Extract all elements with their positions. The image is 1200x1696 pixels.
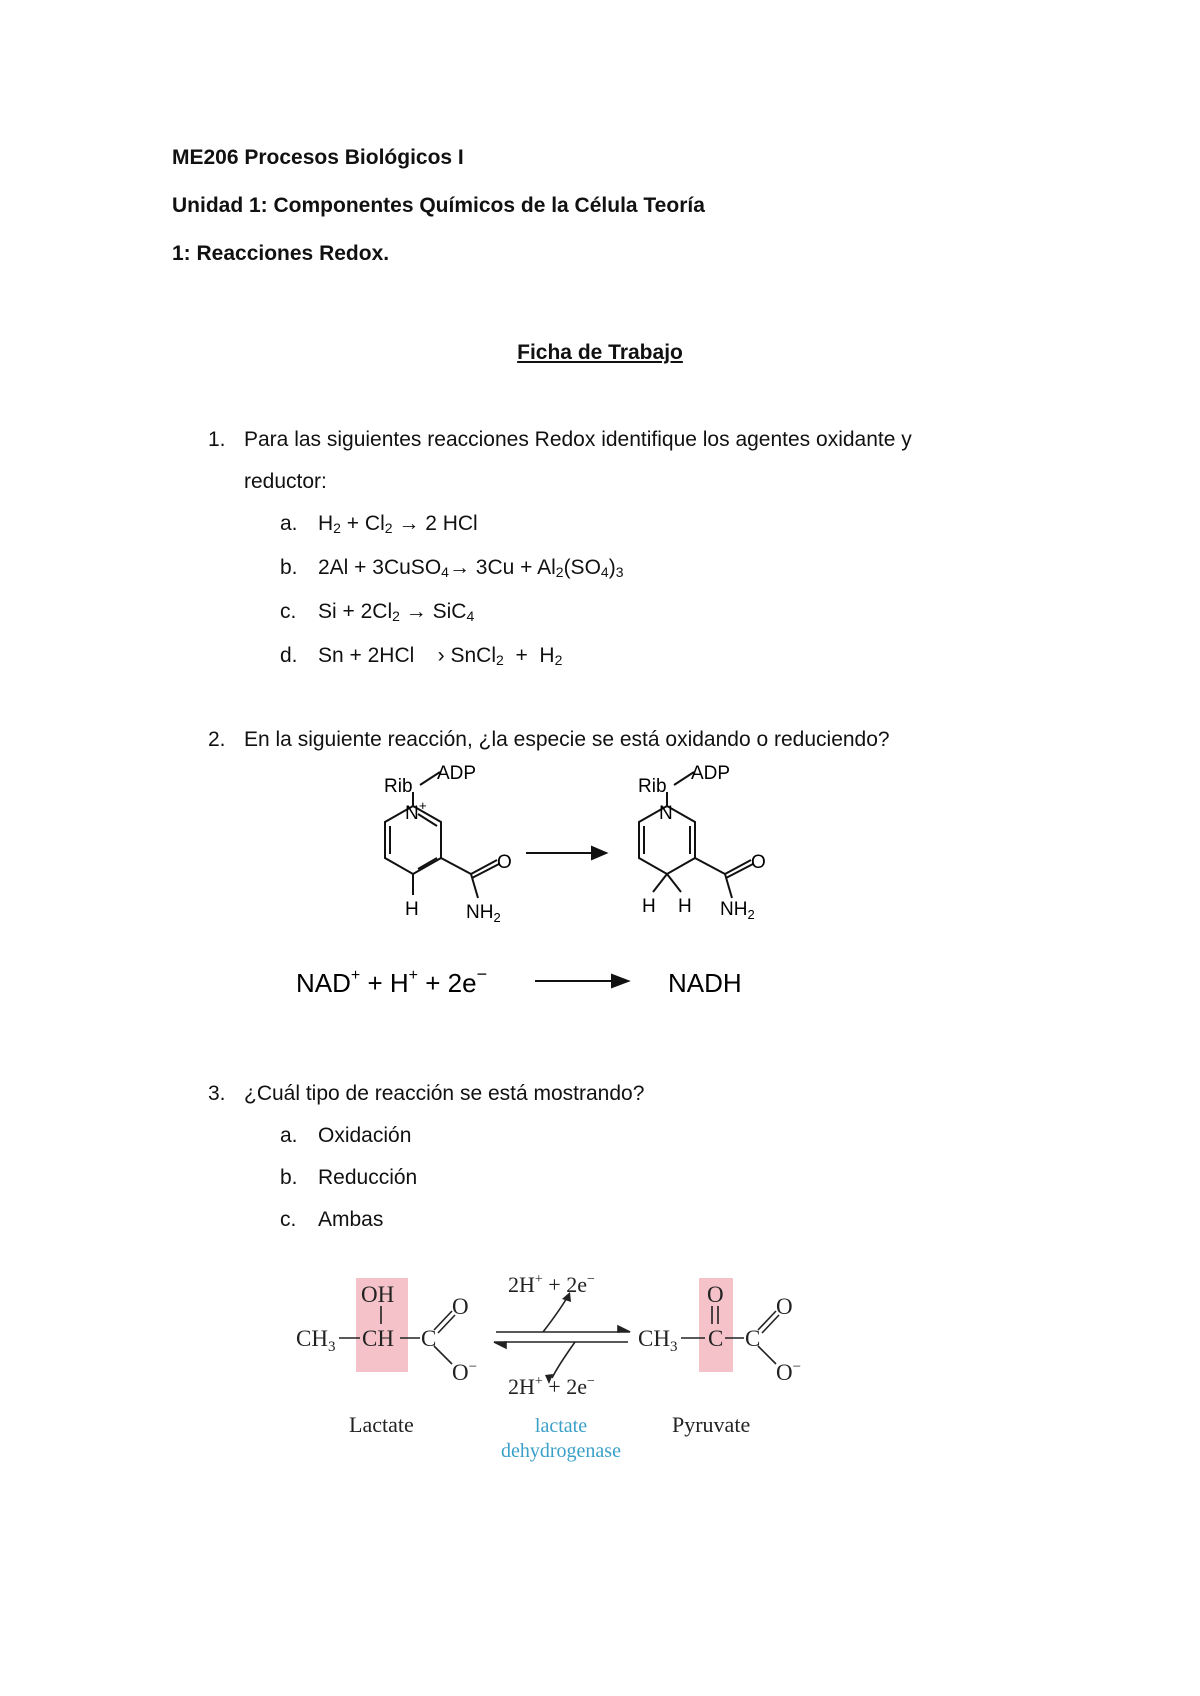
unit-line: Unidad 1: Componentes Químicos de la Célula Teoría [172,194,705,217]
left-o-label: O [497,852,512,873]
question-2-text: En la siguiente reacción, ¿la especie se está oxidando o reduciendo? [244,728,890,751]
question-1-text-line2: reductor: [244,470,327,493]
pyruvate-keto-o: O [707,1282,724,1307]
enzyme-label-line2: dehydrogenase [501,1440,621,1462]
q1-option-a-letter: a. [280,512,298,535]
lactate-ch: CH [362,1326,394,1351]
pyruvate-carboxyl-c: C [745,1326,761,1351]
enzyme-label-line1: lactate [534,1415,588,1437]
topic-line: 1: Reacciones Redox. [172,242,390,265]
right-o-label: O [751,852,766,873]
right-adp-label: ADP [691,763,731,784]
lactate-o-minus: O− [452,1359,478,1385]
q1-option-d-equation: Sn + 2HCl › SnCl$_2$ + $H_2$ [318,644,563,668]
top-arrow-label: 2H+ + 2e− [508,1272,595,1297]
left-rib-label: Rib [384,776,413,797]
question-3-text: ¿Cuál tipo de reacción se está mostrando? [244,1082,645,1105]
lactate-oh: OH [361,1282,395,1307]
bottom-arrow-label: 2H+ + 2e− [508,1374,595,1399]
question-2-number: 2. [208,728,226,751]
pyruvate-c: C [708,1326,724,1351]
lactate-o: O [452,1294,469,1319]
q1-option-c-equation: $Si + 2Cl_2 \to SiC_4$ [318,600,475,624]
pyruvate-label: Pyruvate [672,1412,751,1437]
worksheet-title: Ficha de Trabajo [517,341,683,364]
left-adp-label: ADP [437,763,477,784]
nad-equation-lhs: NAD+ + H+ + 2e− [296,964,488,998]
left-n-label: N [405,803,419,824]
pyruvate-o-minus: O− [776,1359,802,1385]
lactate-ch3: $CH_3$ [296,1326,336,1355]
right-nh-label: $NH_2$ [720,899,755,922]
left-nh-label: $NH_2$ [466,902,501,925]
q1-option-b-letter: b. [280,556,298,579]
q1-option-b-equation: 2Al + 3CuSO$_4$→ $3Cu + Al_2(SO_4)_3$ [318,556,624,580]
lactate-c: C [421,1326,437,1351]
q1-option-d-letter: d. [280,644,298,667]
question-1-number: 1. [208,428,226,451]
course-title: ME206 Procesos Biológicos I [172,146,464,169]
nad-equation-rhs: NADH [668,968,742,998]
question-1-text-line1: Para las siguientes reacciones Redox identifique los agentes oxidante y [244,428,912,451]
pyruvate-o: O [776,1294,793,1319]
right-n-label: N [659,803,673,824]
q3-option-b-letter: b. [280,1166,298,1189]
right-rib-label: Rib [638,776,667,797]
q3-option-a-text: Oxidación [318,1124,412,1147]
left-n-charge: + [419,798,427,813]
q1-option-c-letter: c. [280,600,297,623]
right-h2-label: H [678,896,692,917]
q3-option-c-letter: c. [280,1208,297,1231]
q3-option-a-letter: a. [280,1124,298,1147]
question-3-number: 3. [208,1082,226,1105]
q3-option-c-text: Ambas [318,1208,384,1231]
pyruvate-ch3: $CH_3$ [638,1326,678,1355]
right-h1-label: H [642,896,656,917]
left-h-label: H [405,899,419,920]
lactate-label: Lactate [349,1412,414,1437]
q1-option-a-equation: $H_2 + Cl_2 \to 2$ HCl [318,512,478,536]
q3-option-b-text: Reducción [318,1166,418,1189]
